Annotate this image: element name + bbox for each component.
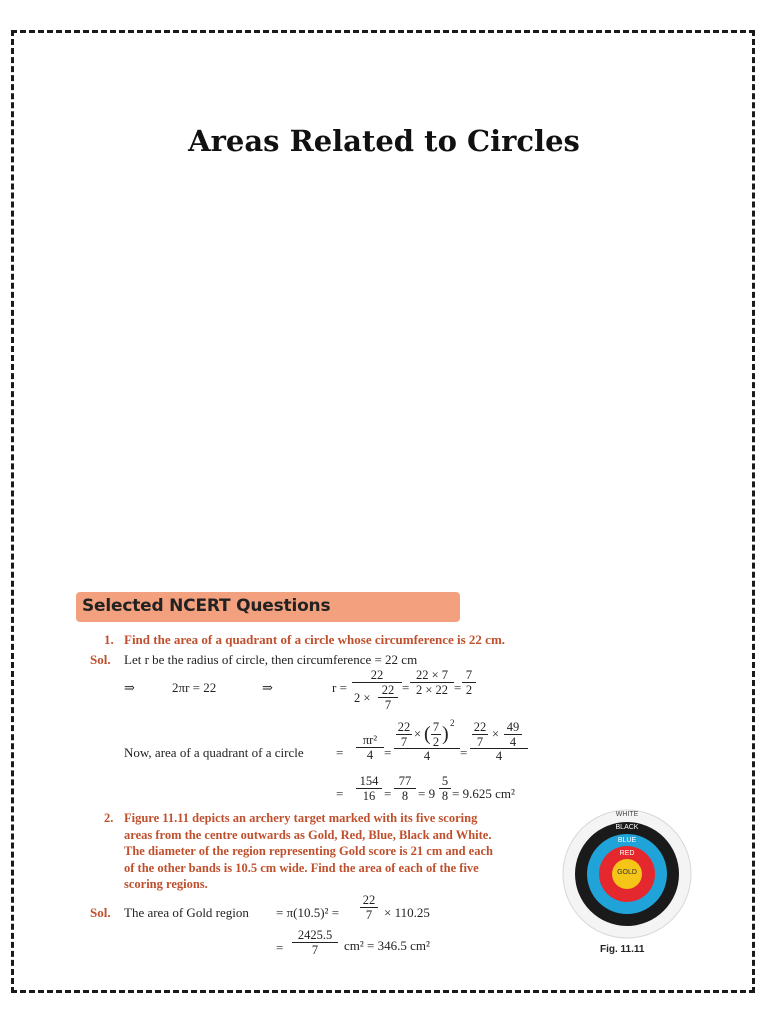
q2-gold-eq: = π(10.5)² = <box>276 905 340 920</box>
equals-sign: = <box>384 745 392 760</box>
fraction-r1-result: $\frac{154}{16}$ <box>356 774 382 803</box>
nested-den: 7 <box>384 698 392 712</box>
figure-caption: Fig. 11.11 <box>600 944 645 955</box>
q1-question: Find the area of a quadrant of a circle whose circumference is 22 cm. <box>124 632 506 647</box>
fraction-r3: $\frac{7}{2}$ <box>462 668 476 697</box>
r-equals: r = <box>332 680 347 695</box>
fraction-r2-result: $\frac{77}{8}$ <box>394 774 416 803</box>
fraction-r2: $\frac{22 \times 7}{2 \times 22}$ <box>410 668 454 697</box>
page-title: Areas Related to Circles <box>188 124 580 158</box>
q2-gold-line: The area of Gold region <box>124 905 249 920</box>
nested-num: 22 <box>378 683 398 698</box>
fraction-gold-result: $\frac{2425.5}{7}$ <box>292 928 338 957</box>
label-black: BLACK <box>615 824 639 831</box>
q1-number: 1. <box>104 632 114 647</box>
section-heading: Selected NCERT Questions <box>82 596 331 616</box>
equals-sign: = <box>276 940 284 955</box>
label-red: RED <box>619 850 635 857</box>
equals-sign: = <box>454 680 462 695</box>
q2-gold-tail: × 110.25 <box>384 905 430 920</box>
q2-line: scoring regions. <box>124 877 208 891</box>
fraction-r3-result: $\frac{5}{8}$ <box>439 774 451 803</box>
q1-line1: Let r be the radius of circle, then circumference = 22 cm <box>124 652 418 667</box>
q1-sol-label: Sol. <box>90 652 111 667</box>
q1-result: = 9.625 cm² <box>452 786 515 801</box>
q2-line: The diameter of the region representing Gold score is 21 cm and each <box>124 844 493 858</box>
q2-number: 2. <box>104 811 114 825</box>
label-blue: BLUE <box>617 837 637 844</box>
implies-arrow-1: ⇒ <box>124 680 135 695</box>
q2-line: Figure 11.11 depicts an archery target marked with its five scoring <box>124 811 478 825</box>
q2-question <box>124 810 554 893</box>
section-banner <box>76 592 460 622</box>
fraction-gold: $\frac{22}{7}$ <box>360 893 378 922</box>
q2-result: cm² = 346.5 cm² <box>344 938 430 953</box>
q2-line: areas from the centre outwards as Gold, Red, Blue, Black and White. <box>124 827 492 842</box>
q1-eq1: 2πr = 22 <box>172 680 217 695</box>
fraction-a2: 22 7 × ( 7 2 ) 2 4 <box>394 718 460 763</box>
mixed-whole: = 9 <box>418 786 436 801</box>
fraction-den-pre: 2 × <box>354 691 371 705</box>
fraction-num: 22 <box>352 668 402 683</box>
q2-line: of the other bands is 10.5 cm wide. Find the area of each of the five <box>124 860 479 875</box>
q1-area-label: Now, area of a quadrant of a circle <box>124 745 304 760</box>
equals-sign: = <box>460 745 468 760</box>
label-white: WHITE <box>615 811 639 818</box>
label-gold: GOLD <box>617 869 637 876</box>
equals-sign: = <box>402 680 410 695</box>
q2-sol-label: Sol. <box>90 905 111 920</box>
fraction-a1: $\frac{\text{πr²}}{4}$ <box>356 733 384 762</box>
implies-arrow-2: ⇒ <box>262 680 273 695</box>
equals-sign: = <box>336 745 344 760</box>
fraction-a3: 22 7 × 49 4 4 <box>470 718 528 763</box>
equals-sign: = <box>336 786 344 801</box>
fraction-r1 <box>352 668 402 713</box>
